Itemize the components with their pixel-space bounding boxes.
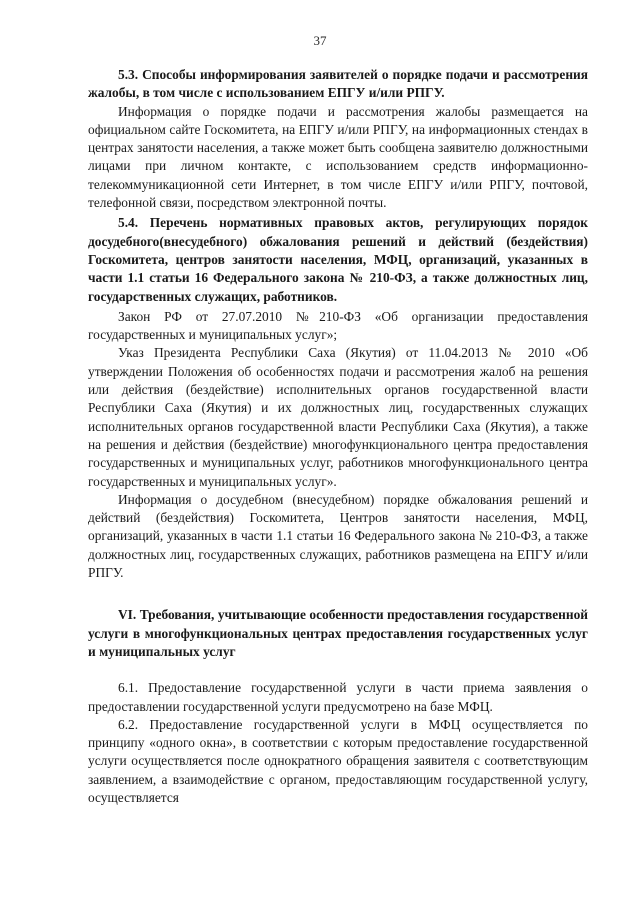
section-5-4-decree: Указ Президента Республики Саха (Якутия) от 11.04.2013 № 2010 «Об утверждении Положения об особенностях подачи и рассмотрения жалоб на решения или действия (бездействие) исполнительных органов государственной власти Республики Саха (Якутия) и их должностных лиц, государственных служащих исполнительных органов государственной власти Республики Саха (Якутия), а также на решения и действия (бездействие) многофункционального центра предоставления государственных и муниципальных услуг, работников многофункционального центра государственных и муниципальных услуг». — [88, 345, 588, 489]
section-5-3-body: Информация о порядке подачи и рассмотрения жалобы размещается на официальном сайте Госкомитета, на ЕПГУ и/или РПГУ, на информационных стендах в центрах занятости населения, а также может быть сообщена заявителю должностными лицами при личном контакте, с использованием средств информационно-телекоммуникационной сети Интернет, в том числе ЕПГУ и/или РПГУ, почтовой, телефонной связи, посредством электронной почты. — [88, 103, 588, 211]
section-5-4-law: Закон РФ от 27.07.2010 №210-ФЗ «Об организации предоставления государственных и муниципальных услуг»; — [88, 308, 588, 343]
paragraph-6-1: 6.1. Предоставление государственной услуги в части приема заявления о предоставлении государственной услуги предусмотрено на базе МФЦ. — [88, 680, 588, 714]
paragraph-6-2: 6.2. Предоставление государственной услуги в МФЦ осуществляется по принципу «одного окна», в соответствии с которым предоставление государственной услуги осуществляется после однократного обращения заявителя с соответствующим заявлением, а взаимодействие с органом, предоставляющим государственной услугу, осуществляется — [88, 716, 588, 805]
section-5-4-info: Информация о досудебном (внесудебном) порядке обжалования решений и действий (бездействия) Госкомитета, Центров занятости населения, МФЦ, организаций, указанных в части 1.1 статьи 16 Федерального закона № 210-ФЗ, а также должностных лиц, государственных служащих, работников размещена на ЕПГУ и/или РПГУ. — [88, 491, 588, 581]
section-5-3-heading: 5.3. Способы информирования заявителей о порядке подачи и рассмотрения жалобы, в том числе с использованием ЕПГУ и/или РПГУ. — [88, 67, 588, 101]
section-5-4-heading: 5.4. Перечень нормативных правовых актов, регулирующих порядок досудебного(внесудебного) обжалования решений и действий (бездействия) Госкомитета, центров занятости населения, МФЦ, организаций, указанных в части 1.1 статьи 16 Федерального закона № 210-ФЗ, а также должностных лиц, государственных служащих, работников. — [88, 215, 588, 304]
page-number: 37 — [313, 33, 327, 48]
section-6-heading: VI. Требования, учитывающие особенности предоставления государственной услуги в многофункциональных центрах предоставления государственных услуг и муниципальных услуг — [88, 607, 588, 659]
document-body — [88, 66, 588, 807]
